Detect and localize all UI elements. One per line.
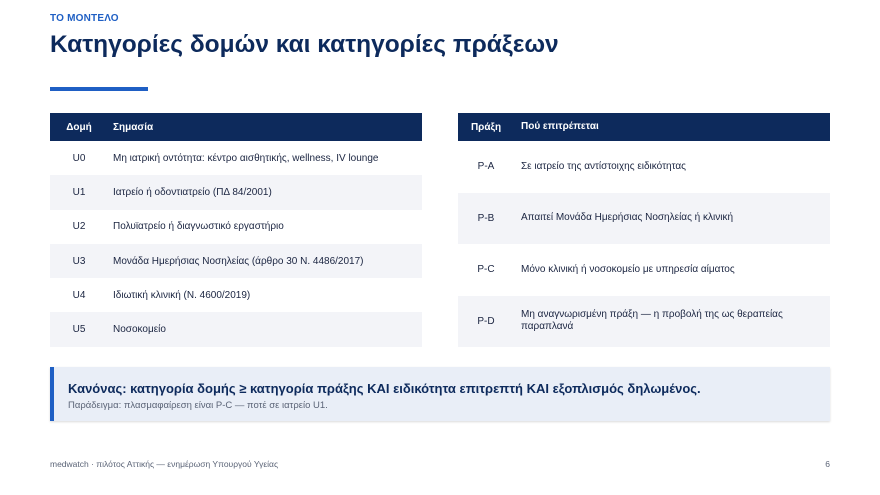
procedure-where-allowed: Σε ιατρείο της αντίστοιχης ειδικότητας <box>521 160 686 172</box>
page-number: 6 <box>825 459 830 469</box>
structure-code: U1 <box>50 175 108 209</box>
section-eyebrow: ΤΟ ΜΟΝΤΕΛΟ <box>50 13 119 24</box>
column-header-procedure: Πράξη <box>458 113 514 141</box>
structure-code: U0 <box>72 152 86 164</box>
procedure-code: P-D <box>458 296 514 348</box>
table-header-row <box>458 113 830 141</box>
footer-text: medwatch · πιλότος Αττικής — ενημέρωση Υπουργού Υγείας <box>50 459 279 469</box>
structure-code: U3 <box>50 244 108 278</box>
table-row <box>458 193 830 245</box>
title-accent-bar <box>50 87 148 91</box>
column-header-where-allowed: Πού επιτρέπεται <box>514 113 830 141</box>
table-row <box>458 244 830 296</box>
table-row <box>50 278 422 312</box>
procedure-categories-table <box>458 113 830 347</box>
procedure-code: P-A <box>477 161 495 173</box>
structure-code: U4 <box>72 289 86 301</box>
table-row <box>50 175 422 209</box>
structure-meaning: Ιατρείο ή οδοντιατρείο (ΠΔ 84/2001) <box>108 175 422 209</box>
rule-example: Παράδειγμα: πλασμαφαίρεση είναι P-C — ποτέ σε ιατρείο U1. <box>68 400 328 411</box>
structure-code: U2 <box>72 221 86 233</box>
structure-meaning: Μονάδα Ημερήσιας Νοσηλείας (άρθρο 30 Ν. 4486/2017) <box>108 244 422 278</box>
structure-meaning: Νοσοκομείο <box>108 312 422 346</box>
table-row <box>50 312 422 346</box>
column-header-meaning: Σημασία <box>108 113 422 141</box>
rule-statement: Κανόνας: κατηγορία δομής ≥ κατηγορία πράξης ΚΑΙ ειδικότητα επιτρεπτή ΚΑΙ εξοπλισμός δηλωμένος. <box>68 381 701 396</box>
procedure-code: P-C <box>477 264 495 276</box>
table-row <box>458 141 830 193</box>
procedure-where-allowed: Απαιτεί Μονάδα Ημερήσιας Νοσηλείας ή κλινική <box>514 193 830 245</box>
structure-meaning: Μη ιατρική οντότητα: κέντρο αισθητικής, wellness, IV lounge <box>113 152 379 164</box>
procedure-code: P-B <box>458 193 514 245</box>
column-header-structure: Δομή <box>50 113 108 141</box>
page-title: Κατηγορίες δομών και κατηγορίες πράξεων <box>50 31 559 58</box>
table-row <box>458 296 830 348</box>
rule-callout <box>50 367 830 421</box>
structure-categories-table <box>50 113 422 347</box>
table-row <box>50 244 422 278</box>
table-row <box>50 141 422 175</box>
table-header-row <box>50 113 422 141</box>
structure-code: U5 <box>50 312 108 346</box>
procedure-where-allowed: Μη αναγνωρισμένη πράξη — η προβολή της ως θεραπείας παραπλανά <box>514 296 830 348</box>
structure-meaning: Πολυϊατρείο ή διαγνωστικό εργαστήριο <box>113 221 284 233</box>
table-row <box>50 210 422 244</box>
structure-meaning: Ιδιωτική κλινική (Ν. 4600/2019) <box>113 289 251 301</box>
procedure-where-allowed: Μόνο κλινική ή νοσοκομείο με υπηρεσία αίματος <box>521 263 735 275</box>
